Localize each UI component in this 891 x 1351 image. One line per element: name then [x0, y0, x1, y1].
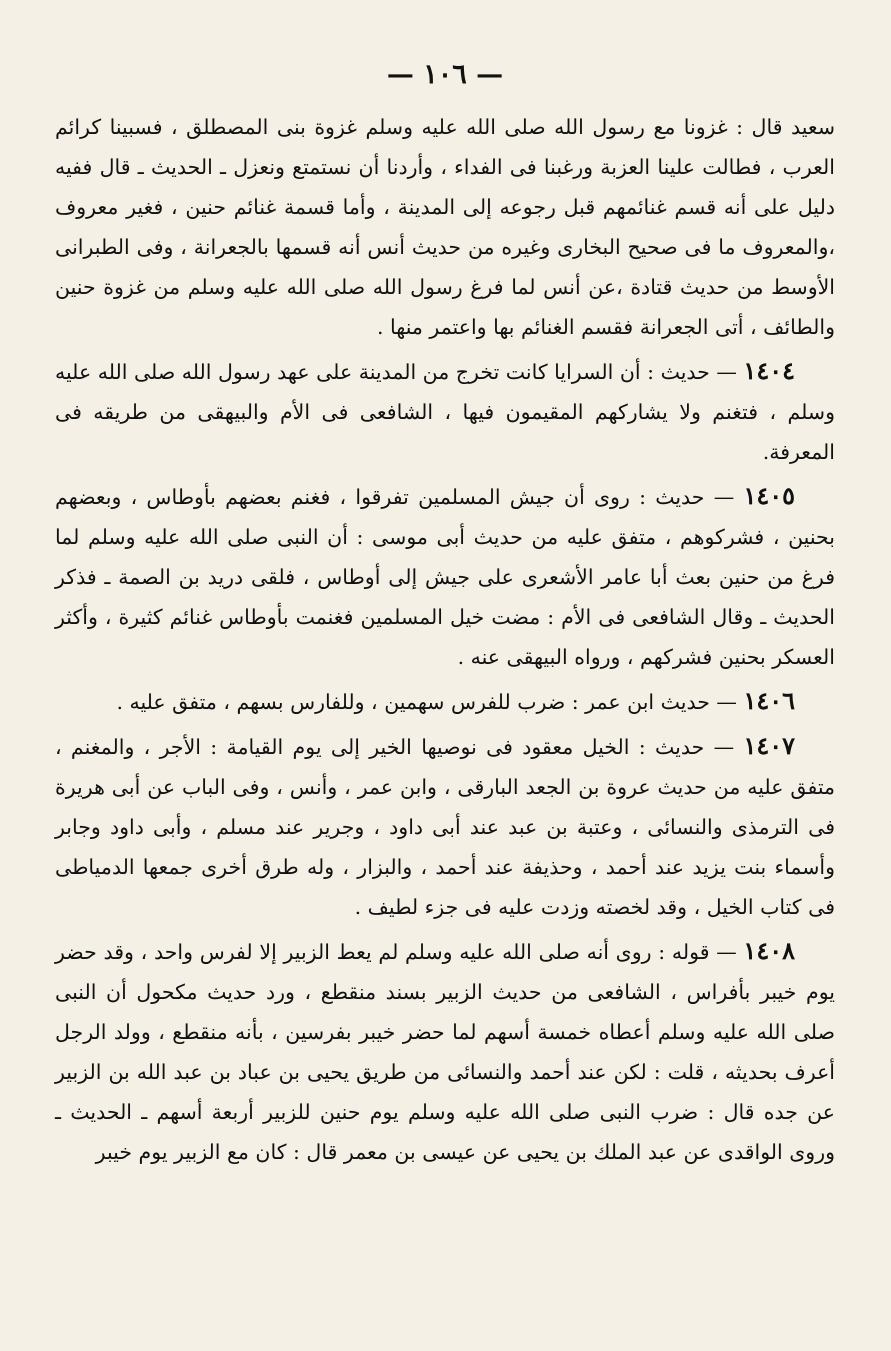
paragraph-continuation [55, 107, 835, 347]
paragraph-number: ١٤٠٨ [743, 936, 795, 965]
body-text [55, 107, 835, 1172]
page-number: — ١٠٦ — [386, 59, 504, 90]
paragraph-text: سعيد قال : غزونا مع رسول الله صلى الله عليه وسلم غزوة بنى المصطلق ، فسبينا كرائم العرب ، فطالت علينا العزبة ورغبنا فى الفداء ، وأردنا أن نستمتع ونعزل ـ الحديث ـ قال ففيه دليل على أنه قسم غنائمهم قبل رجوعه إلى المدينة ، وأما قسمة غنائم حنين ، فغير معروف ،والمعروف ما فى صحيح البخارى وغيره من حديث أنس أنه قسمها بالجعرانة ، وفى الطبرانى الأوسط من حديث قتادة ،عن أنس لما فرغ رسول الله صلى الله عليه وسلم من غزوة حنين والطائف ، أتى الجعرانة فقسم الغنائم بها واعتمر منها . [55, 115, 835, 339]
paragraph-text: — حديث : أن السرايا كانت تخرج من المدينة على عهد رسول الله صلى الله عليه وسلم ، فتغنم ولا يشاركهم المقيمون فيها ، الشافعى فى الأم والبيهقى من طريقه فى المعرفة. [55, 360, 835, 464]
paragraph-1406 [55, 681, 835, 722]
paragraph-number: ١٤٠٧ [743, 731, 795, 760]
paragraph-number: ١٤٠٦ [743, 686, 795, 715]
paragraph-1407 [55, 726, 835, 927]
paragraph-text: — حديث : الخيل معقود فى نوصيها الخير إلى يوم القيامة : الأجر ، والمغنم ، متفق عليه من حديث عروة بن الجعد البارقى ، وابن عمر ، وأنس ، وفى الباب عن أبى هريرة فى الترمذى والنسائى ، وعتبة بن عبد عند أبى داود ، وجرير عند مسلم ، وأبى داود وجابر وأسماء بنت يزيد عند أحمد ، وحذيفة عند أحمد ، والبزار ، وله طرق أخرى جمعها الدمياطى فى كتاب الخيل ، وقد لخصته وزدت عليه فى جزء لطيف . [55, 735, 835, 919]
paragraph-1408 [55, 931, 835, 1172]
paragraph-number: ١٤٠٤ [743, 356, 795, 385]
paragraph-text: — حديث : روى أن جيش المسلمين تفرقوا ، فغنم بعضهم بأوطاس ، وبعضهم بحنين ، فشركوهم ، متفق عليه من حديث أبى موسى : أن النبى صلى الله عليه وسلم لما فرغ من حنين بعث أبا عامر الأشعرى على جيش إلى أوطاس ، فلقى دريد بن الصمة ـ فذكر الحديث ـ وقال الشافعى فى الأم : مضت خيل المسلمين فغنمت بأوطاس غنائم كثيرة ، وأكثر العسكر بحنين فشركهم ، ورواه البيهقى عنه . [55, 485, 835, 669]
paragraph-number: ١٤٠٥ [743, 481, 795, 510]
page [55, 55, 835, 1325]
paragraph-1405 [55, 476, 835, 677]
paragraph-text: — قوله : روى أنه صلى الله عليه وسلم لم يعط الزبير إلا لفرس واحد ، وقد حضر يوم خيبر بأفراس ، الشافعى من حديث الزبير بسند منقطع ، ورد حديث مكحول أن النبى صلى الله عليه وسلم أعطاه خمسة أسهم لما حضر خيبر بفرسين ، بأنه منقطع ، وولد الرجل أعرف بحديثه ، قلت : لكن عند أحمد والنسائى من طريق يحيى بن عباد بن عبد الله بن الزبير عن جده قال : ضرب النبى صلى الله عليه وسلم يوم حنين للزبير أربعة أسهم ـ الحديث ـ وروى الواقدى عن عبد الملك بن يحيى عن عيسى بن معمر قال : كان مع الزبير يوم خيبر [55, 940, 835, 1164]
paragraph-1404 [55, 351, 835, 472]
paragraph-text: — حديث ابن عمر : ضرب للفرس سهمين ، وللفارس بسهم ، متفق عليه . [116, 690, 737, 714]
